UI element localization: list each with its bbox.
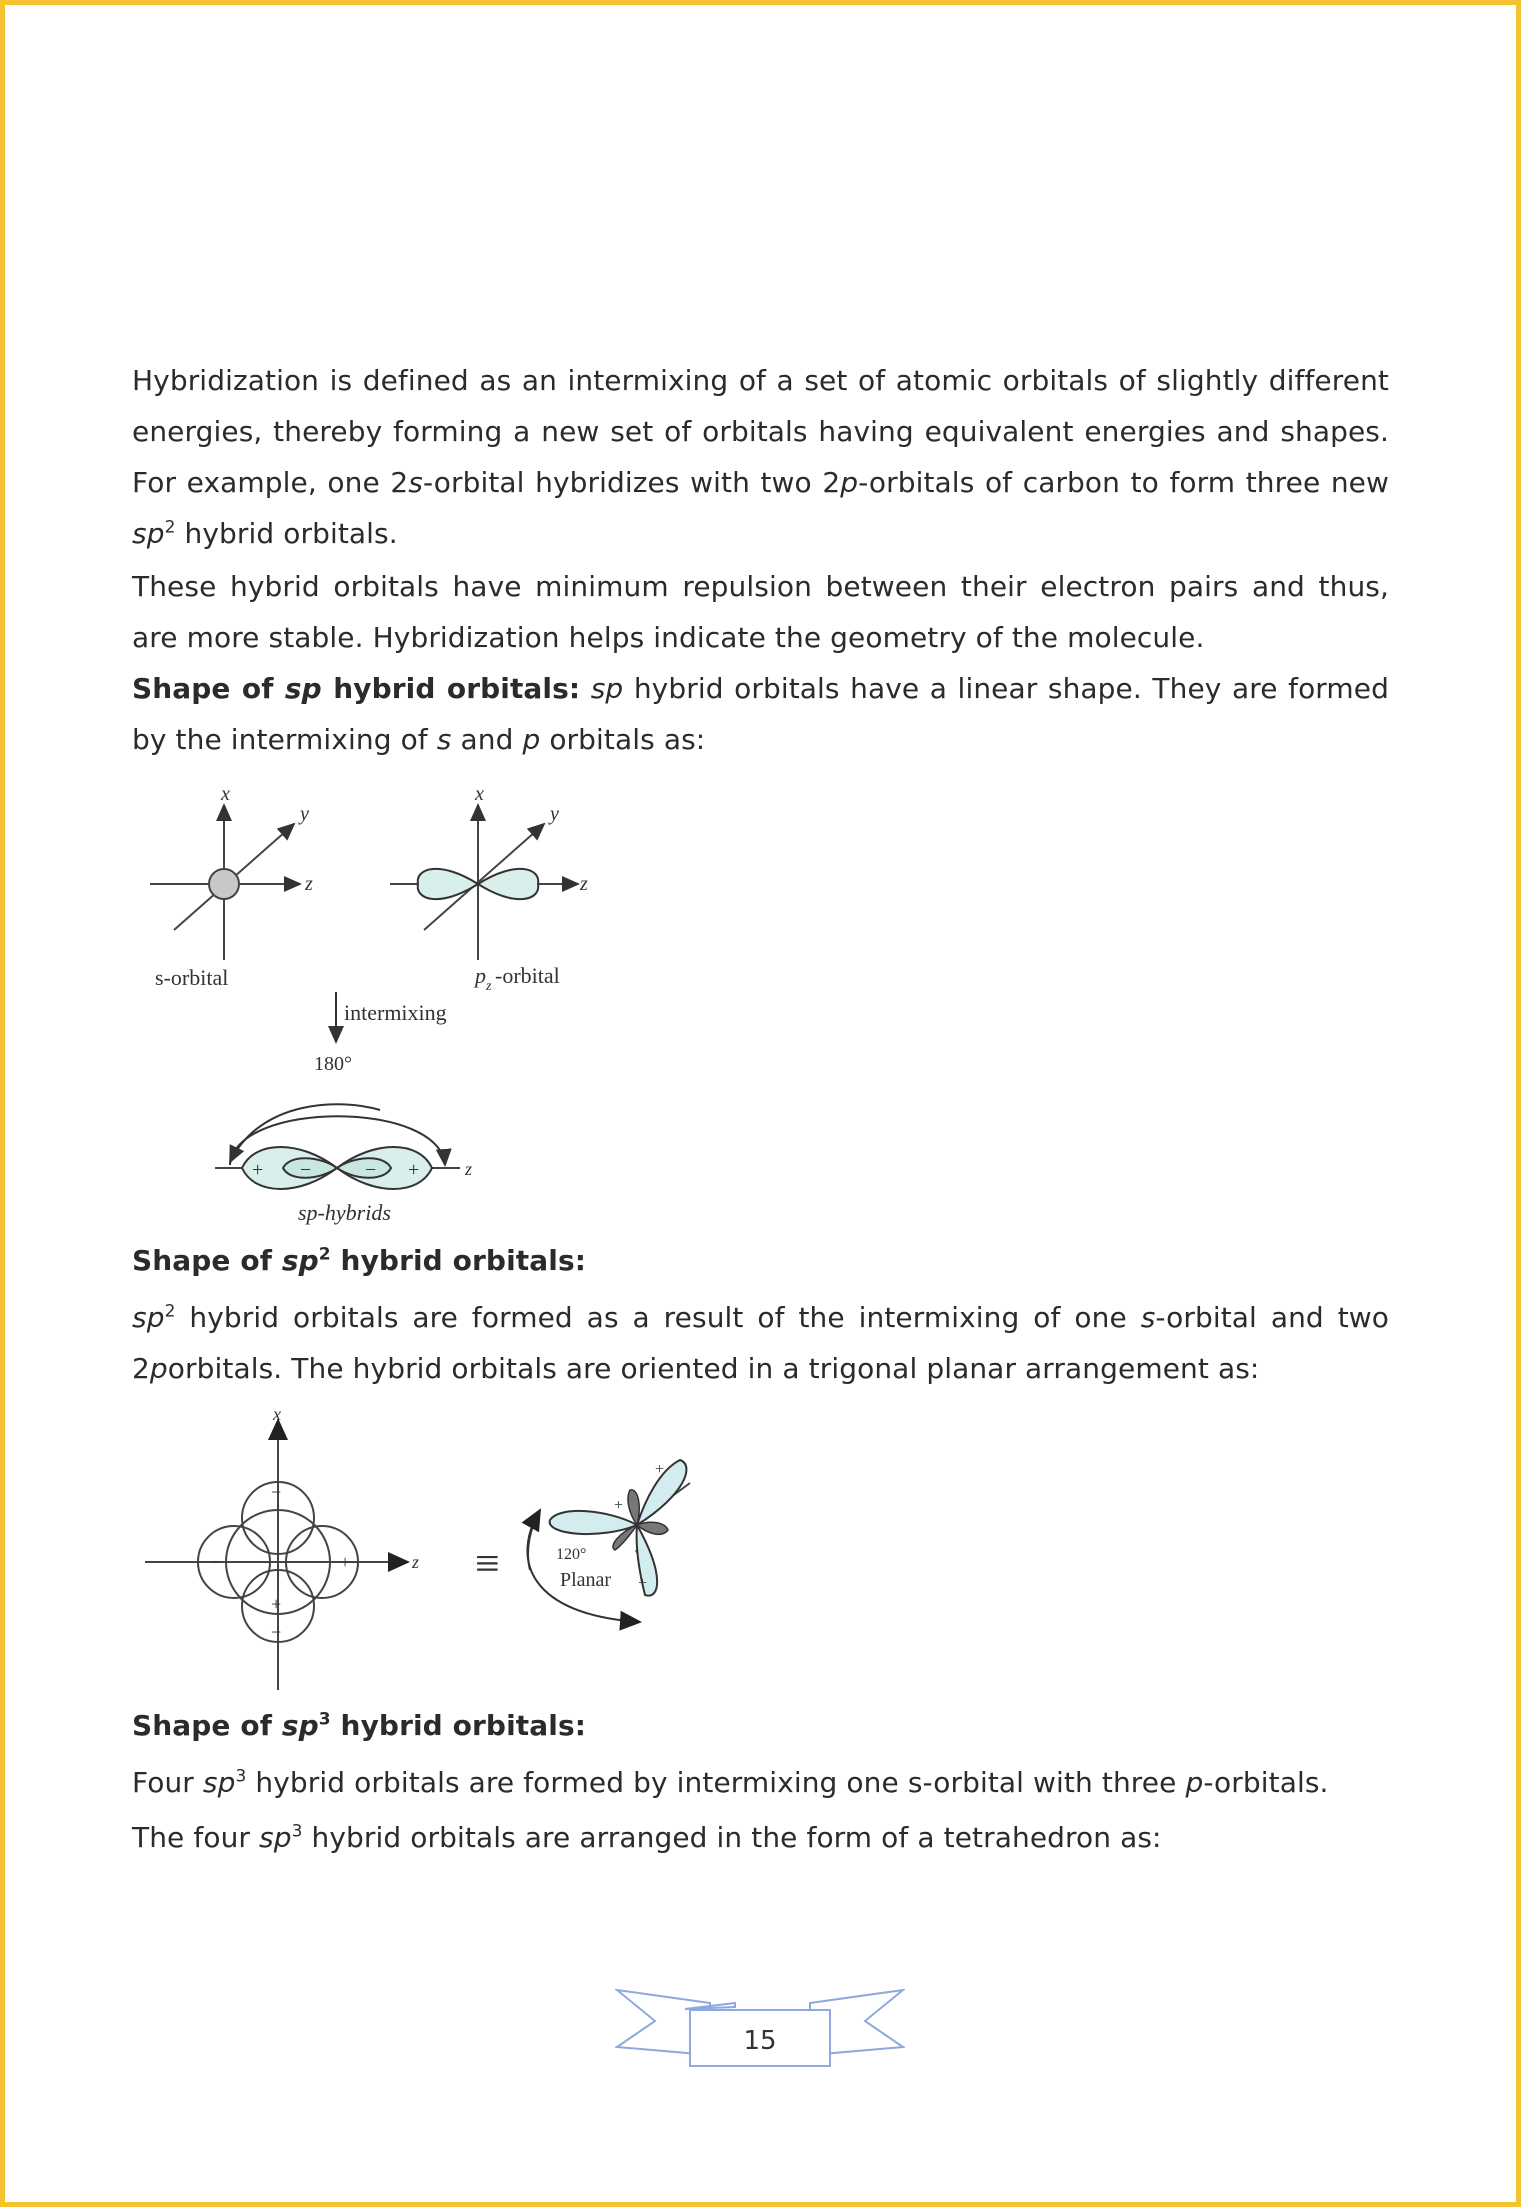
svg-text:z: z	[580, 873, 588, 895]
svg-text:z: z	[486, 979, 492, 994]
svg-text:+: +	[638, 1575, 648, 1592]
sp-hybrid-figure	[140, 780, 600, 1230]
svg-text:+: +	[271, 1594, 282, 1614]
svg-text:z: z	[465, 1159, 473, 1179]
sp3-line-1: Four $sp^3$ hybrid orbitals are formed by intermixing one s-orbital with three p-orbitals.	[132, 1766, 1329, 1799]
sp3-line-2: The four $sp^3$ hybrid orbitals are arranged in the form of a tetrahedron as:	[132, 1821, 1162, 1854]
intermixing-arrow	[314, 992, 447, 1075]
page-number-ribbon	[615, 1985, 905, 2067]
s-orbital-diagram	[150, 783, 313, 990]
equivalent-sign: ≡	[475, 1539, 500, 1588]
sp-section-paragraph: Shape of sp hybrid orbitals: sp hybrid orbitals have a linear shape. They are formed by the intermixing of s and p orbitals as:	[132, 672, 1389, 756]
svg-text:intermixing: intermixing	[344, 1000, 447, 1025]
overlapping-orbitals-diagram	[145, 1420, 408, 1690]
svg-text:+: +	[252, 1159, 264, 1181]
sp3-section	[132, 1700, 1389, 1863]
sp3-heading: Shape of $sp^3$ hybrid orbitals:	[132, 1709, 587, 1742]
svg-text:x: x	[221, 783, 230, 805]
svg-text:-orbital: -orbital	[495, 963, 560, 988]
trigonal-planar-diagram	[527, 1460, 690, 1622]
svg-text:x: x	[273, 1410, 281, 1424]
svg-text:y: y	[300, 803, 309, 825]
intro-paragraph-2: These hybrid orbitals have minimum repulsion between their electron pairs and thus, are more stable. Hybridization helps indicate the geometry of the molecule.	[132, 570, 1389, 654]
svg-text:+: +	[655, 1461, 665, 1478]
svg-text:Planar: Planar	[560, 1569, 612, 1591]
sp2-hybrid-figure	[140, 1410, 800, 1700]
svg-text:−: −	[210, 1552, 221, 1572]
page-content	[132, 355, 1389, 765]
svg-text:−: −	[271, 1622, 282, 1642]
sp2-section	[132, 1235, 1389, 1394]
svg-text:y: y	[550, 803, 559, 825]
svg-text:+: +	[340, 1552, 351, 1572]
svg-text:p: p	[475, 963, 486, 988]
svg-text:s-orbital: s-orbital	[155, 965, 229, 990]
svg-text:sp-hybrids: sp-hybrids	[298, 1200, 391, 1225]
svg-text:120°: 120°	[556, 1546, 587, 1563]
sp2-heading: Shape of $sp^2$ hybrid orbitals:	[132, 1244, 587, 1277]
sp-hybrids-diagram	[215, 1104, 472, 1225]
svg-text:−: −	[300, 1159, 312, 1181]
sp2-paragraph: $sp^2$ hybrid orbitals are formed as a result of the intermixing of one s-orbital and two 2porbitals. The hybrid orbitals are oriented in a trigonal planar arrangement as:	[132, 1301, 1390, 1385]
pz-orbital-diagram	[390, 783, 588, 994]
svg-text:x: x	[475, 783, 484, 805]
svg-text:180°: 180°	[314, 1053, 352, 1075]
intro-paragraph-1: Hybridization is defined as an intermixing of a set of atomic orbitals of slightly different energies, thereby forming a new set of orbitals having equivalent energies and shapes. For example, one 2s-orbital hybridizes with two 2p-orbitals of carbon to form three new $sp^2$ hybrid orbitals.	[132, 364, 1390, 550]
svg-text:−: −	[365, 1159, 377, 1181]
svg-text:z: z	[305, 873, 313, 895]
svg-text:+: +	[408, 1159, 420, 1181]
svg-text:z: z	[412, 1552, 420, 1572]
svg-text:−: −	[271, 1482, 282, 1502]
svg-text:+: +	[614, 1497, 624, 1514]
sp-heading: Shape of sp hybrid orbitals:	[132, 672, 581, 705]
page-number: 15	[743, 2026, 777, 2056]
